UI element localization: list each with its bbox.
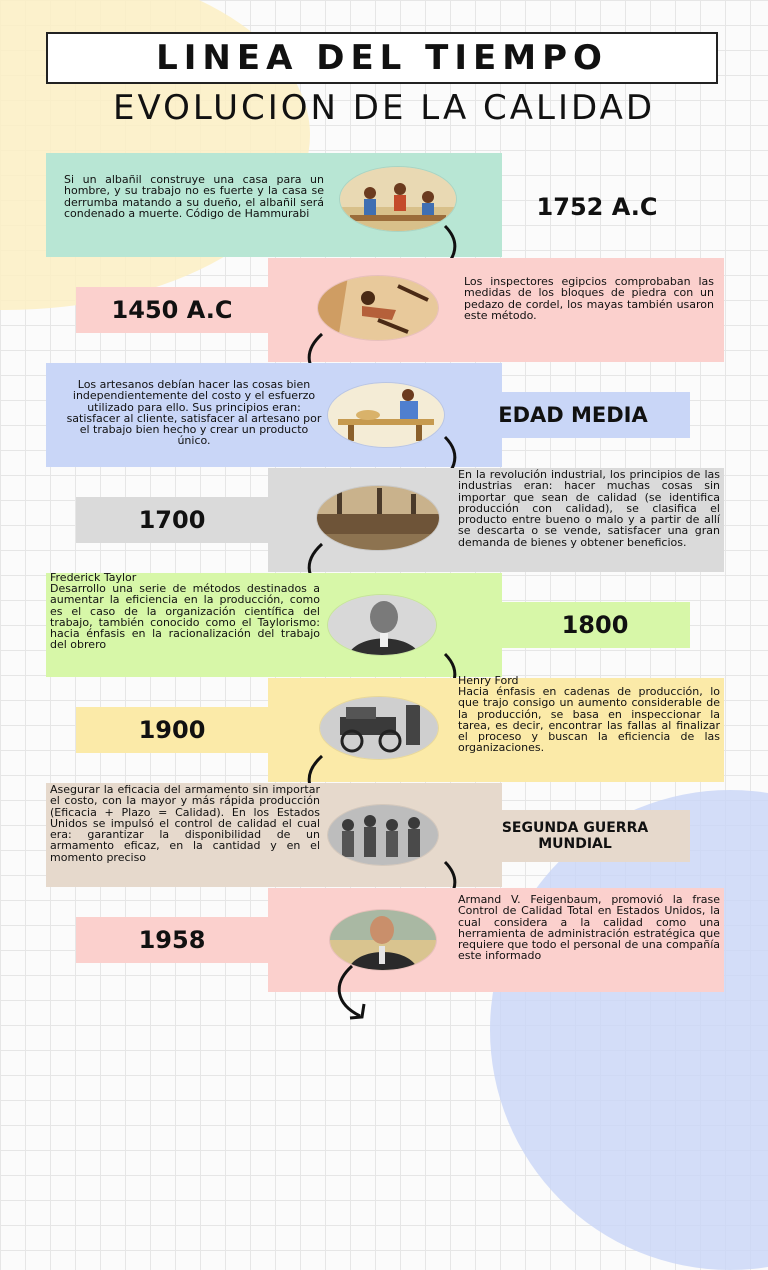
event-author-1800: Frederick Taylor xyxy=(50,571,137,584)
event-year-edad-media: EDAD MEDIA xyxy=(498,403,648,427)
page-title xyxy=(46,32,718,84)
event-text-1900: Hacia énfasis en cadenas de producción, lo que trajo consigo un aumento considerable de la producción, se basa en inspeccionar la tarea, es decir, encontrar las fallas al finalizar el proceso y buscan la eficiencia de las organizaciones. xyxy=(458,685,720,755)
event-image-1900 xyxy=(320,697,438,759)
event-text-segunda-guerra: Asegurar la eficacia del armamento sin importar el costo, con la mayor y más rápida producción (Eficacia + Plazo = Calidad). En los Estados Unidos se impulsó el control de calidad el cual era: garantizar la disponibilidad de un armamento eficaz, en la cantidad y en el momento preciso xyxy=(50,783,320,864)
decor-blue-blob xyxy=(490,790,768,1270)
event-author-1900: Henry Ford xyxy=(458,674,519,687)
event-text-1700: En la revolución industrial, los principios de las industrias eran: hacer muchas cosas sin importar que sean de calidad (se identifica producción con calidad), se clasifica el producto entre bueno o malo y a partir de allí se descarta o se vende, satisfacer una gran demanda de bienes y obtener beneficios. xyxy=(458,468,720,549)
event-year-1800: 1800 xyxy=(561,611,629,639)
event-text-1752ac: Si un albañil construye una casa para un hombre, y su trabajo no es fuerte y la casa se derrumba matando a su dueño, el albañil será condenado a muerte. Código de Hammurabi xyxy=(64,173,324,220)
event-year-1900: 1900 xyxy=(138,716,206,744)
event-text-1450ac: Los inspectores egipcios comprobaban las medidas de los bloques de piedra con un pedazo de cordel, los mayas también usaron este método. xyxy=(464,275,714,322)
event-year-1450ac: 1450 A.C xyxy=(111,296,233,324)
event-year-1752ac: 1752 A.C xyxy=(536,193,658,221)
event-image-segunda-guerra xyxy=(328,805,438,865)
event-text-edad-media: Los artesanos debían hacer las cosas bien independientemente del costo y el esfuerzo utilizado para ello. Sus principios eran: satisfacer al cliente, satisfacer al artesano por el trabajo bien hecho y crear un producto único. xyxy=(66,378,322,448)
event-year-1700: 1700 xyxy=(138,506,206,534)
event-text-1800: Desarrollo una serie de métodos destinados a aumentar la eficiencia en la producción, como es el caso de la organización científica del trabajo, también conocido como el Taylorismo: hacia énfasis en la racionalización del trabajo del obrero xyxy=(50,582,320,652)
page-title-text: LINEA DEL TIEMPO xyxy=(156,38,608,78)
event-image-1800 xyxy=(328,595,436,655)
event-year-segunda-guerra: SEGUNDA GUERRA MUNDIAL xyxy=(501,820,649,852)
timeline-arrow-8 xyxy=(330,962,380,1022)
event-image-1958 xyxy=(330,910,436,970)
event-year-1958: 1958 xyxy=(138,926,206,954)
page-subtitle: EVOLUCION DE LA CALIDAD xyxy=(112,88,656,128)
event-text-1958: Armand V. Feigenbaum, promovió la frase Control de Calidad Total en Estados Unidos, la cual considera a la calidad como una herramienta de administración estratégica que requiere que todo el personal de una compañía este informado xyxy=(458,893,720,963)
